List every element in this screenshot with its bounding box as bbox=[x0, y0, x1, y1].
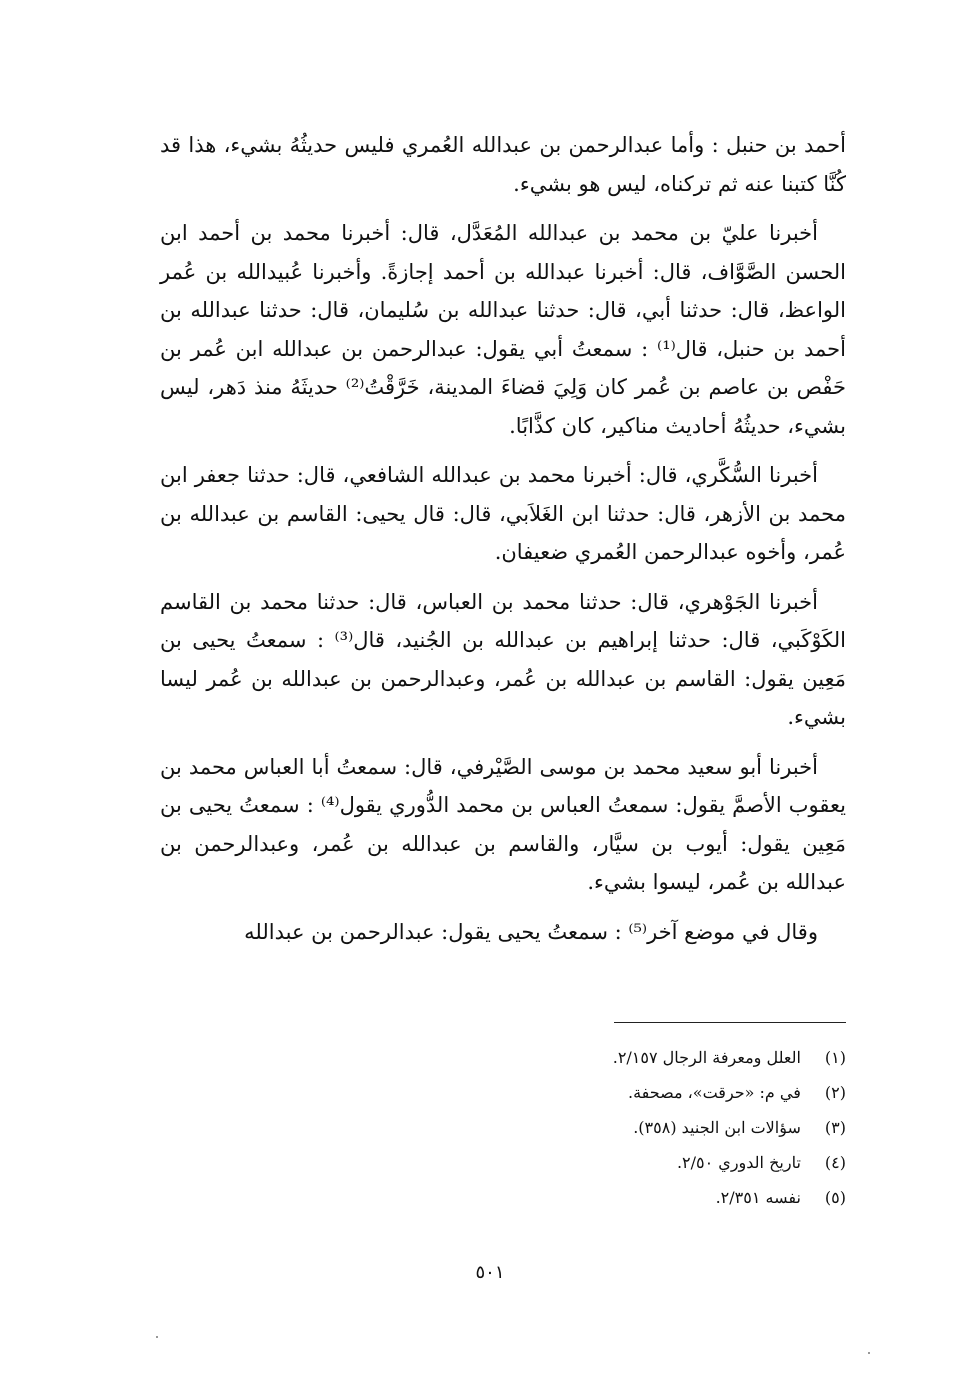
footnote-text: سؤالات ابن الجنيد (٣٥٨). bbox=[633, 1118, 801, 1137]
footnote-item bbox=[300, 1145, 846, 1180]
scan-speck bbox=[156, 1336, 158, 1338]
footnote-divider bbox=[614, 1022, 846, 1023]
scan-speck bbox=[868, 1352, 870, 1354]
footnote-text: نفسه ٢/٣٥١. bbox=[715, 1188, 801, 1207]
footnote-item bbox=[300, 1180, 846, 1215]
footnote-number: (٣) bbox=[824, 1118, 846, 1137]
paragraph: أخبرنا عليّ بن محمد بن عبدالله المُعَدَّل، قال: أخبرنا محمد بن أحمد ابن الحسن الصَّوَّاف، قال: أخبرنا عبدالله بن أحمد إجازةً. وأخبرنا عُبيدالله بن عُمر الواعظ، قال: حدثنا أبي، قال: حدثنا عبدالله بن سُليمان، قال: حدثنا عبدالله بن أحمد بن حنبل، قال⁽¹⁾ : سمعتُ أبي يقول: عبدالرحمن بن عبدالله ابن عُمر بن حَفْص بن عاصم بن عُمر كان وَلِيَ قضاءَ المدينة، خَرَّقْتُ⁽²⁾ حديثَهُ منذ دَهر، ليس بشيء، حديثُهُ أحاديث مناكير، كان كذَّابًا. bbox=[160, 221, 847, 438]
footnote-item bbox=[300, 1040, 846, 1075]
footnote-text: في م: «حرقت»، مصحفة. bbox=[628, 1083, 801, 1102]
footnote-number: (١) bbox=[824, 1048, 846, 1067]
footnote-number: (٤) bbox=[824, 1153, 846, 1172]
footnote-number: (٥) bbox=[824, 1188, 846, 1207]
footnote-item bbox=[300, 1075, 846, 1110]
paragraph: أحمد بن حنبل : وأما عبدالرحمن بن عبدالله العُمري فليس حديثُهُ بشيء، هذا قد كُنَّا كتبنا عنه ثم تركناه، ليس هو بشيء. bbox=[160, 133, 846, 196]
footnote-text: العلل ومعرفة الرجال ٢/١٥٧. bbox=[612, 1048, 801, 1067]
paragraph: أخبرنا الجَوْهري، قال: حدثنا محمد بن العباس، قال: حدثنا محمد بن القاسم الكَوْكَبي، قال: حدثنا إبراهيم بن عبدالله بن الجُنيد، قال⁽³⁾ : سمعتُ يحيى بن مَعِين يقول: القاسم بن عبدالله بن عُمر، وعبدالرحمن بن عبدالله بن عُمر ليسا بشيء. bbox=[160, 589, 846, 729]
paragraph: أخبرنا أبو سعيد محمد بن موسى الصَّيْرفي، قال: سمعتُ أبا العباس محمد بن يعقوب الأصمَّ يقول: سمعتُ العباس بن محمد الدُّوري يقول⁽⁴⁾ : سمعتُ يحيى بن مَعِين يقول: أيوب بن سيَّار، والقاسم بن عبدالله بن عُمر، وعبدالرحمن بن عبدالله بن عُمر، ليسوا بشيء. bbox=[160, 754, 846, 894]
paragraph: أخبرنا السُّكَّري، قال: أخبرنا محمد بن عبدالله الشافعي، قال: حدثنا جعفر ابن محمد بن الأزهر، قال: حدثنا ابن الغَلاَبي، قال: قال يحيى: القاسم بن عبدالله بن عُمر، وأخوه عبدالرحمن العُمري ضعيفان. bbox=[160, 463, 846, 564]
footnote-number: (٢) bbox=[824, 1083, 846, 1102]
paragraph: وقال في موضع آخر⁽⁵⁾ : سمعتُ يحيى يقول: عبدالرحمن بن عبدالله bbox=[244, 919, 818, 944]
page-number: ٥٠١ bbox=[475, 1262, 505, 1283]
footnote-text: تاريخ الدوري ٢/٥٠. bbox=[676, 1153, 801, 1172]
footnotes bbox=[300, 1040, 846, 1215]
main-text bbox=[160, 126, 846, 962]
footnote-item bbox=[300, 1110, 846, 1145]
